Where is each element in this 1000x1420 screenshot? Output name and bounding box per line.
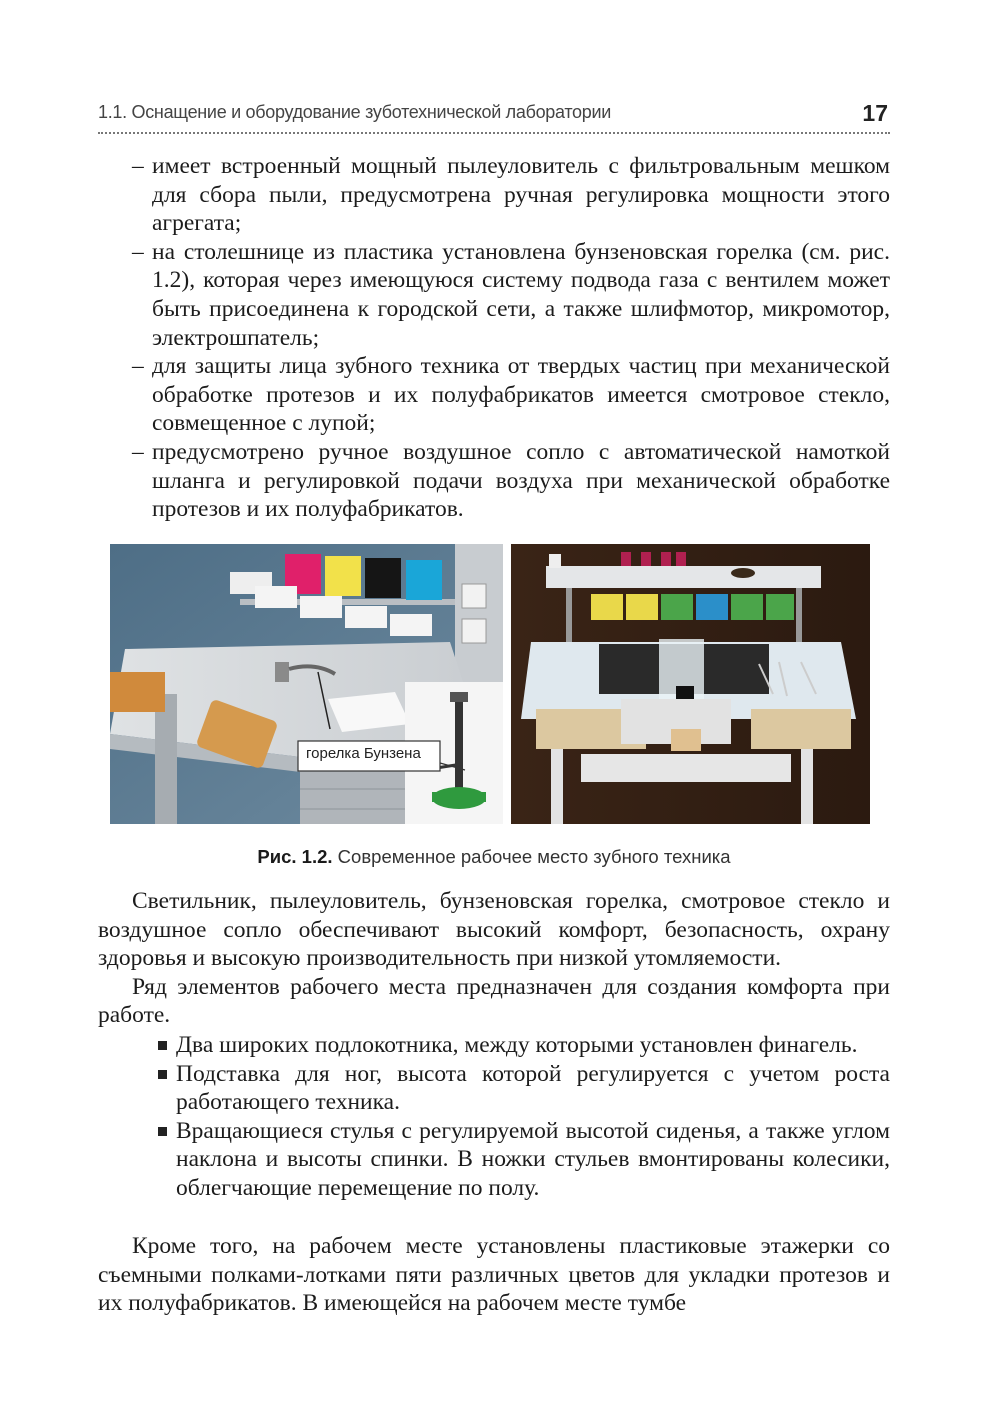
figure-caption bbox=[98, 846, 890, 868]
dash-item: – для защиты лица зубного техника от твердых частиц при механической обработке протезов и их полуфабрикатов имеется смотровое стекло, совмещенное с лупой; bbox=[98, 352, 890, 438]
caption-text: Современное рабочее место зубного техника bbox=[337, 846, 731, 867]
running-title: 1.1. Оснащение и оборудование зуботехнической лаборатории bbox=[98, 102, 611, 122]
paragraph: Кроме того, на рабочем месте установлены пластиковые этажерки со съемными полками-лотками пяти различных цветов для укладки протезов и их полуфабрикатов. В имеющейся на рабочем месте тумбе bbox=[98, 1233, 890, 1317]
burner-callout-label: горелка Бунзена bbox=[306, 745, 421, 762]
dash-list bbox=[98, 152, 890, 524]
page-number: 17 bbox=[862, 100, 888, 126]
dash-item: – имеет встроенный мощный пылеуловитель с фильтровальным мешком для сбора пыли, предусмотрена ручная регулировка мощности этого агрегата; bbox=[98, 152, 890, 238]
bullet-item: Подставка для ног, высота которой регулируется с учетом роста работающего техника. bbox=[98, 1060, 890, 1117]
tray-black bbox=[365, 558, 401, 598]
running-header bbox=[98, 100, 890, 134]
paragraph: Ряд элементов рабочего места предназначен для создания комфорта при работе. bbox=[98, 973, 890, 1029]
dash-item: – предусмотрено ручное воздушное сопло с автоматической намоткой шланга и регулировкой подачи воздуха при механической обработке протезов и их полуфабрикатов. bbox=[98, 438, 890, 524]
workbench-photo-right bbox=[511, 544, 870, 824]
workbench-illustration-right bbox=[511, 544, 870, 824]
figure-1-2 bbox=[110, 544, 870, 824]
workbench-illustration-left bbox=[110, 544, 503, 824]
tray-cyan bbox=[406, 560, 442, 600]
paragraph-group-1 bbox=[98, 887, 890, 1030]
workbench-photo-left bbox=[110, 544, 503, 824]
paragraph-group-2 bbox=[98, 1232, 890, 1318]
caption-label: Рис. 1.2. bbox=[257, 846, 333, 867]
dash-item: – на столешнице из пластика установлена бунзеновская горелка (см. рис. 1.2), которая через имеющуюся систему подвода газа с вентилем может быть присоединена к городской сети, а также шлифмотор, микромотор, электрошпатель; bbox=[98, 238, 890, 352]
paragraph: Светильник, пылеуловитель, бунзеновская горелка, смотровое стекло и воздушное сопло обеспечивают высокий комфорт, безопасность, охрану здоровья и высокую производительность при низкой утомляемости. bbox=[98, 888, 890, 972]
bullet-item: Два широких подлокотника, между которыми установлен финагель. bbox=[98, 1031, 890, 1060]
bullet-item: Вращающиеся стулья с регулируемой высотой сиденья, а также углом наклона и высоты спинки. В ножки стульев вмонтированы колесики, облегчающие перемещение по полу. bbox=[98, 1117, 890, 1203]
tray-yellow bbox=[325, 556, 361, 596]
bullet-list bbox=[98, 1031, 890, 1203]
